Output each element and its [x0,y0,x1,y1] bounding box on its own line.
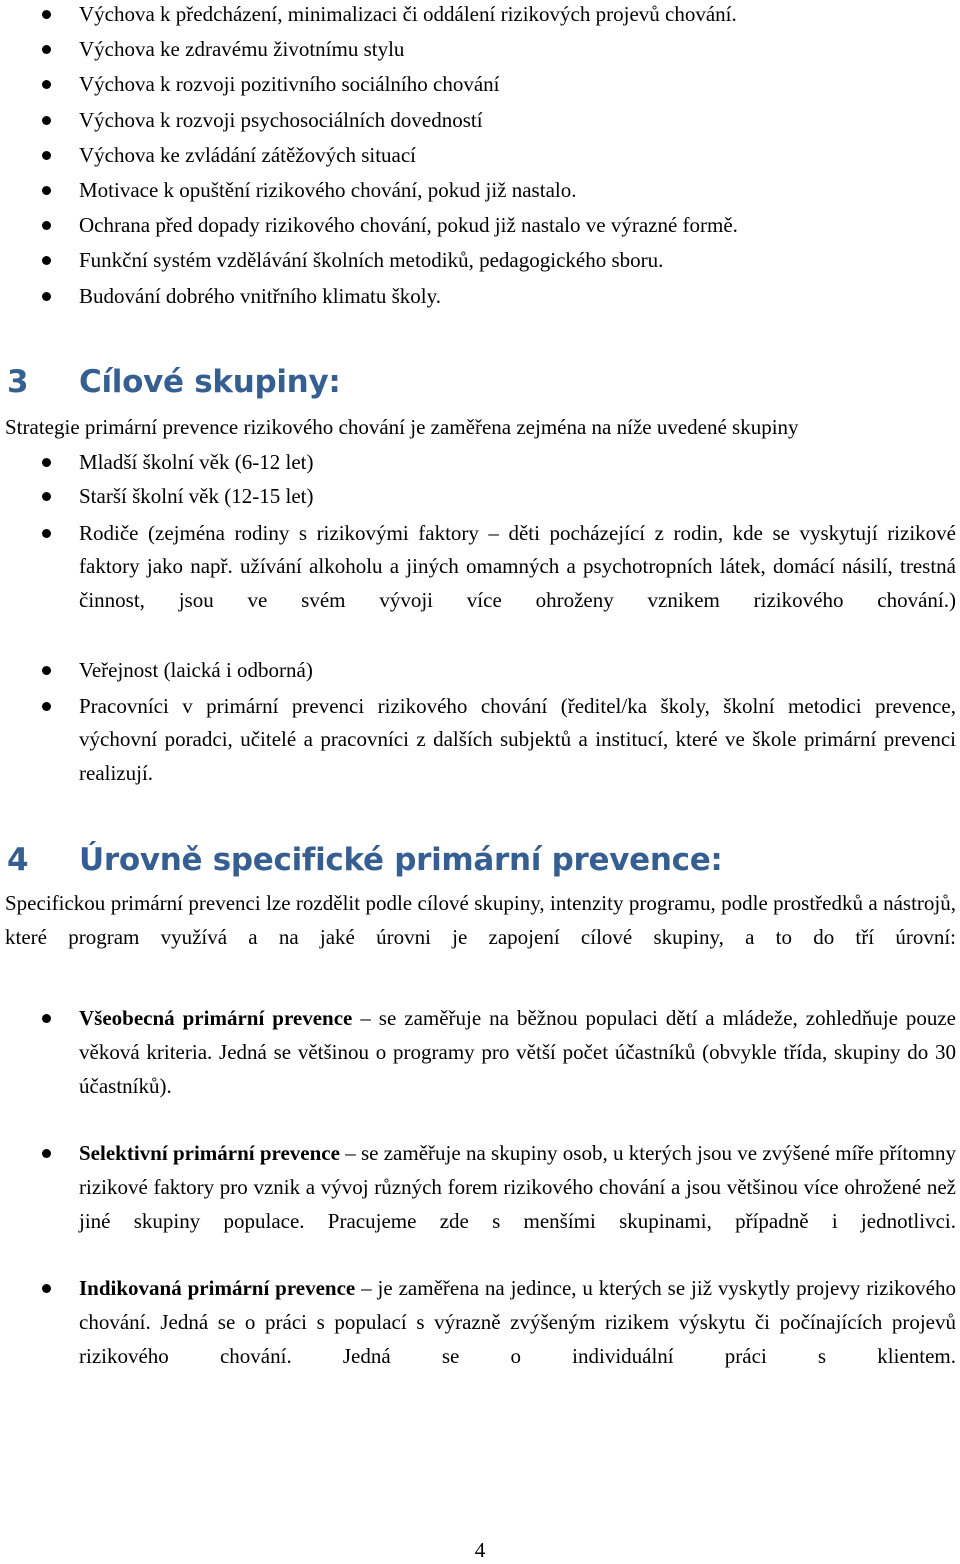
list-item: Výchova k předcházení, minimalizaci či oddálení rizikových projevů chování. [0,0,960,32]
list-item [0,1137,960,1272]
level-description: – se zaměřuje na běžnou populaci dětí a mládeže, zohledňuje pouze věková kriteria. Jedná se většinou o programy pro větší počet účastníků (obvykle třída, skupiny do 30 účastníků). [79,1006,956,1098]
list-item: Veřejnost (laická i odborná) [0,654,960,688]
level-term: Selektivní primární prevence [79,1141,340,1166]
list-item: Motivace k opuštění rizikového chování, pokud již nastalo. [0,173,960,208]
list-item [0,1272,960,1407]
prevention-levels-list [0,1002,960,1408]
list-item [0,1002,960,1137]
list-item: Funkční systém vzdělávání školních metodiků, pedagogického sboru. [0,243,960,278]
level-description: – je zaměřena na jedince, u kterých se již vyskytly projevy rizikového chování. Jedná se o práci s populací s výrazně zvýšeným rizikem výskytu či počínajících projevů rizikového chování. Jedná se o individuální práci s klientem. [79,1276,957,1368]
section-title: Cílové skupiny: [79,364,341,400]
list-item: Mladší školní věk (6-12 let) [0,446,960,480]
goals-list [0,0,960,314]
list-item: Budování dobrého vnitřního klimatu školy. [0,279,960,314]
section-number: 3 [7,364,29,400]
list-item: Výchova k rozvoji pozitivního sociálního chování [0,67,960,102]
section-number: 4 [7,842,29,878]
section-4-intro: Specifickou primární prevenci lze rozdělit podle cílové skupiny, intenzity programu, podle prostředků a nástrojů, které program využívá a na jaké úrovni je zapojení cílové skupiny, a to do tří úrovní: [5,891,956,949]
list-item: Starší školní věk (12-15 let) [0,480,960,514]
section-title: Úrovně specifické primární prevence: [79,842,723,878]
section-4-heading [7,842,723,878]
page-number: 4 [474,1538,486,1562]
target-groups-list [0,446,960,825]
section-3-heading [7,364,340,400]
list-item: Výchova k rozvoji psychosociálních dovedností [0,103,960,138]
list-item: Pracovníci v primární prevenci rizikového chování (ředitel/ka školy, školní metodici prevence, výchovní poradci, učitelé a pracovníci z dalších subjektů a institucí, které ve škole primární prevenci realizují. [0,690,960,825]
list-item: Výchova ke zdravému životnímu stylu [0,32,960,67]
section-3-intro: Strategie primární prevence rizikového chování je zaměřena zejména na níže uvedené skupiny [5,415,799,439]
level-term: Všeobecná primární prevence [79,1006,353,1030]
level-description: – se zaměřuje na skupiny osob, u kterých jsou ve zvýšené míře přítomny rizikové faktory pro vznik a vývoj různých forem rizikového chování a jsou většinou více ohrožené než jiné skupiny populace. Pracujeme zde s menšími skupinami, případně i jednotlivci. [79,1141,956,1233]
list-item: Ochrana před dopady rizikového chování, pokud již nastalo ve výrazné formě. [0,208,960,243]
list-item: Výchova ke zvládání zátěžových situací [0,138,960,173]
list-item: Rodiče (zejména rodiny s rizikovými faktory – děti pocházející z rodin, kde se vyskytují rizikové faktory jako např. užívání alkoholu a jiných omamných a psychotropních látek, domácí násilí, trestná činnost, jsou ve svém vývoji více ohroženy vznikem rizikového chování.) [0,517,960,652]
level-term: Indikovaná primární prevence [79,1276,356,1301]
